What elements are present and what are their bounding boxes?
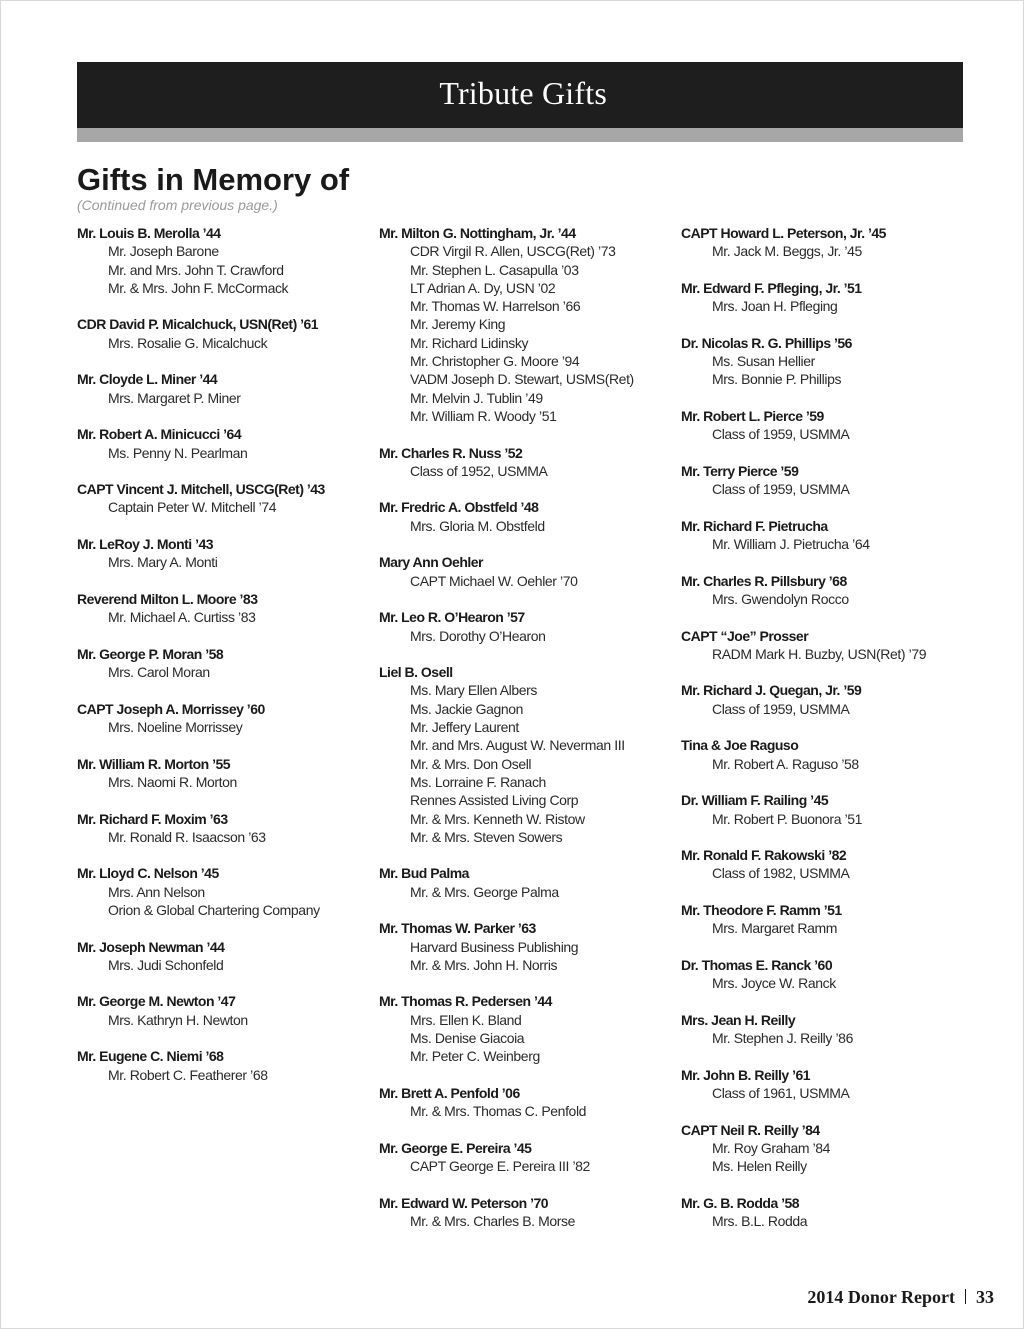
tribute-entry	[681, 681, 971, 718]
tribute-column-1	[77, 224, 367, 1102]
honoree-name: Mr. Eugene C. Niemi ’68	[77, 1048, 224, 1065]
donor-name: LT Adrian A. Dy, USN ’02	[410, 279, 556, 296]
tribute-entry	[681, 791, 971, 828]
tribute-entry	[77, 864, 367, 919]
donor-name: Mr. & Mrs. Steven Sowers	[410, 828, 563, 845]
donor-name: Mr. Michael A. Curtiss ’83	[108, 609, 256, 626]
donor-name: Class of 1982, USMMA	[712, 865, 850, 882]
donor-name: Orion & Global Chartering Company	[108, 901, 320, 918]
honoree-name: Mr. William R. Morton ’55	[77, 755, 231, 772]
honoree-name: Mr. Louis B. Merolla ’44	[77, 225, 221, 241]
tribute-entry	[379, 553, 669, 590]
tribute-entry	[379, 498, 669, 535]
honoree-name: Reverend Milton L. Moore ’83	[77, 590, 258, 607]
page-number: 33	[976, 1287, 994, 1307]
footer-report-title: 2014 Donor Report	[807, 1287, 955, 1307]
honoree-name: Mr. Robert A. Minicucci ’64	[77, 426, 242, 443]
honoree-name: Mr. Richard F. Moxim ’63	[77, 810, 228, 827]
honoree-name: Mr. Richard F. Pietrucha	[681, 517, 828, 534]
donor-name: Captain Peter W. Mitchell ’74	[108, 499, 277, 516]
honoree-name: Mr. Ronald F. Rakowski ’82	[681, 847, 847, 864]
honoree-name: Mrs. Jean H. Reilly	[681, 1011, 796, 1028]
donor-name: Mrs. Joan H. Pfleging	[712, 298, 838, 315]
donor-name: Class of 1959, USMMA	[712, 481, 850, 498]
footer-separator	[965, 1289, 966, 1304]
tribute-entry	[77, 1047, 367, 1084]
honoree-name: CDR David P. Micalchuck, USN(Ret) ’61	[77, 316, 319, 333]
tribute-entry	[681, 224, 971, 261]
honoree-name: Mr. Fredric A. Obstfeld ’48	[379, 499, 539, 516]
honoree-name: Liel B. Osell	[379, 664, 453, 681]
honoree-name: Mr. Charles R. Pillsbury ’68	[681, 572, 847, 589]
donor-name: Mrs. Carol Moran	[108, 664, 210, 681]
tribute-entry	[379, 864, 669, 901]
section-title: Gifts in Memory of	[77, 162, 350, 197]
donor-name: Mr. & Mrs. Don Osell	[410, 755, 532, 772]
page-footer	[807, 1287, 994, 1308]
honoree-name: Mr. G. B. Rodda ’58	[681, 1194, 800, 1211]
donor-name: RADM Mark H. Buzby, USN(Ret) ’79	[712, 645, 927, 662]
honoree-name: Mr. Brett A. Penfold ’06	[379, 1084, 520, 1101]
donor-name: Rennes Assisted Living Corp	[410, 792, 579, 809]
tribute-entry	[379, 1194, 669, 1231]
honoree-name: Mr. Bud Palma	[379, 865, 469, 882]
honoree-name: Mr. George E. Pereira ’45	[379, 1139, 532, 1156]
donor-name: Mr. Robert A. Raguso ’58	[712, 755, 859, 772]
tribute-entry	[77, 992, 367, 1029]
donor-name: Ms. Jackie Gagnon	[410, 700, 524, 717]
honoree-name: Mr. Terry Pierce ’59	[681, 462, 799, 479]
donor-name: Mr. William R. Woody ’51	[410, 407, 557, 424]
honoree-name: Mr. Leo R. O’Hearon ’57	[379, 609, 525, 626]
donor-name: Mrs. Margaret Ramm	[712, 920, 838, 937]
tribute-entry	[681, 846, 971, 883]
donor-name: Mrs. Dorothy O’Hearon	[410, 627, 546, 644]
donor-name: Mr. & Mrs. George Palma	[410, 883, 559, 900]
honoree-name: Tina & Joe Raguso	[681, 737, 799, 754]
donor-name: Harvard Business Publishing	[410, 938, 579, 955]
tribute-entry	[681, 956, 971, 993]
honoree-name: Mr. Cloyde L. Miner ’44	[77, 371, 218, 388]
donor-name: Ms. Helen Reilly	[712, 1158, 807, 1175]
donor-name: Ms. Penny N. Pearlman	[108, 444, 248, 461]
honoree-name: Mr. LeRoy J. Monti ’43	[77, 536, 214, 553]
donor-name: Mrs. Rosalie G. Micalchuck	[108, 334, 268, 351]
donor-name: Ms. Mary Ellen Albers	[410, 682, 537, 699]
tribute-entry	[681, 334, 971, 389]
honoree-name: Mary Ann Oehler	[379, 554, 484, 571]
honoree-name: Mr. George P. Moran ’58	[77, 645, 224, 662]
tribute-entry	[77, 938, 367, 975]
tribute-entry	[77, 425, 367, 462]
donor-name: Mrs. Mary A. Monti	[108, 554, 218, 571]
donor-name: Mrs. Gloria M. Obstfeld	[410, 517, 545, 534]
donor-name: Mr. Robert C. Featherer ’68	[108, 1066, 268, 1083]
donor-name: Class of 1959, USMMA	[712, 426, 850, 443]
donor-name: Ms. Lorraine F. Ranach	[410, 773, 546, 790]
donor-name: Ms. Denise Giacoia	[410, 1030, 525, 1047]
tribute-entry	[681, 572, 971, 609]
honoree-name: Dr. Thomas E. Ranck ’60	[681, 956, 833, 973]
donor-name: Mr. Jeremy King	[410, 316, 506, 333]
honoree-name: Mr. Joseph Newman ’44	[77, 938, 225, 955]
honoree-name: Mr. Edward F. Pfleging, Jr. ’51	[681, 279, 862, 296]
tribute-entry	[77, 590, 367, 627]
donor-name: Mr. Richard Lidinsky	[410, 334, 529, 351]
donor-name: Mr. Ronald R. Isaacson ’63	[108, 828, 266, 845]
donor-name: Mrs. Kathryn H. Newton	[108, 1011, 248, 1028]
tribute-entry	[379, 608, 669, 645]
honoree-name: CAPT “Joe” Prosser	[681, 627, 809, 644]
honoree-name: Mr. Robert L. Pierce ’59	[681, 407, 824, 424]
tribute-entry	[681, 627, 971, 664]
tribute-entry	[681, 1121, 971, 1176]
honoree-name: Mr. Edward W. Peterson ’70	[379, 1194, 549, 1211]
donor-name: Mr. William J. Pietrucha ’64	[712, 536, 870, 553]
donor-name: CAPT George E. Pereira III ’82	[410, 1158, 590, 1175]
donor-name: Mr. Robert P. Buonora ’51	[712, 810, 863, 827]
honoree-name: Mr. Thomas W. Parker ’63	[379, 920, 536, 937]
tribute-entry	[379, 1084, 669, 1121]
donor-name: CDR Virgil R. Allen, USCG(Ret) ’73	[410, 243, 616, 260]
donor-name: Mrs. Ellen K. Bland	[410, 1011, 522, 1028]
tribute-entry	[77, 480, 367, 517]
tribute-entry	[681, 1066, 971, 1103]
tribute-entry	[681, 1011, 971, 1048]
tribute-column-2	[379, 224, 669, 1249]
tribute-entry	[77, 315, 367, 352]
donor-name: Mr. Jack M. Beggs, Jr. ’45	[712, 243, 862, 260]
donor-name: Mrs. Bonnie P. Phillips	[712, 371, 842, 388]
tribute-entry	[379, 663, 669, 846]
donor-name: Mr. and Mrs. August W. Neverman III	[410, 737, 625, 754]
donor-name: Class of 1959, USMMA	[712, 700, 850, 717]
donor-name: Mrs. B.L. Rodda	[712, 1213, 808, 1230]
donor-name: Mr. Stephen J. Reilly ’86	[712, 1030, 853, 1047]
tribute-entry	[77, 810, 367, 847]
tribute-entry	[681, 901, 971, 938]
honoree-name: CAPT Howard L. Peterson, Jr. ’45	[681, 225, 886, 241]
tribute-entry	[681, 736, 971, 773]
section-subtitle: (Continued from previous page.)	[77, 197, 278, 213]
donor-name: Ms. Susan Hellier	[712, 353, 815, 370]
tribute-entry	[681, 462, 971, 499]
donor-name: Mrs. Margaret P. Miner	[108, 389, 241, 406]
donor-name: Mr. Joseph Barone	[108, 243, 219, 260]
donor-name: VADM Joseph D. Stewart, USMS(Ret)	[410, 371, 634, 388]
donor-name: Class of 1952, USMMA	[410, 462, 548, 479]
tribute-entry	[681, 1194, 971, 1231]
donor-name: Mr. and Mrs. John T. Crawford	[108, 261, 284, 278]
donor-name: Mr. Jeffery Laurent	[410, 719, 519, 736]
donor-name: Mrs. Joyce W. Ranck	[712, 975, 836, 992]
honoree-name: Mr. Lloyd C. Nelson ’45	[77, 865, 219, 882]
tribute-entry	[77, 535, 367, 572]
donor-name: Mrs. Gwendolyn Rocco	[712, 590, 849, 607]
honoree-name: Mr. Charles R. Nuss ’52	[379, 444, 523, 461]
tribute-entry	[681, 279, 971, 316]
banner-title: Tribute Gifts	[439, 75, 607, 111]
tribute-entry	[681, 517, 971, 554]
title-banner	[77, 62, 963, 128]
tribute-entry	[77, 755, 367, 792]
donor-name: Mr. & Mrs. Kenneth W. Ristow	[410, 810, 585, 827]
donor-name: Mr. Melvin J. Tublin ’49	[410, 389, 543, 406]
donor-name: Mr. Stephen L. Casapulla ’03	[410, 261, 579, 278]
donor-name: Mrs. Noeline Morrissey	[108, 719, 243, 736]
tribute-entry	[379, 1139, 669, 1176]
tribute-entry	[77, 370, 367, 407]
donor-name: Mr. Roy Graham ’84	[712, 1139, 831, 1156]
banner-underline-strip	[77, 128, 963, 142]
tribute-entry	[77, 645, 367, 682]
tribute-column-3	[681, 224, 971, 1249]
donor-name: CAPT Michael W. Oehler ’70	[410, 572, 578, 589]
donor-name: Mr. & Mrs. Thomas C. Penfold	[410, 1103, 587, 1120]
honoree-name: CAPT Neil R. Reilly ’84	[681, 1121, 820, 1138]
donor-name: Mr. Thomas W. Harrelson ’66	[410, 298, 581, 315]
donor-name: Mr. & Mrs. John F. McCormack	[108, 279, 289, 296]
tribute-entry	[379, 444, 669, 481]
donor-name: Mr. Christopher G. Moore ’94	[410, 353, 580, 370]
honoree-name: Mr. John B. Reilly ’61	[681, 1066, 811, 1083]
honoree-name: Dr. Nicolas R. G. Phillips ’56	[681, 334, 852, 351]
tribute-entry	[681, 407, 971, 444]
honoree-name: Mr. George M. Newton ’47	[77, 993, 236, 1010]
donor-name: Mrs. Ann Nelson	[108, 883, 205, 900]
donor-name: Class of 1961, USMMA	[712, 1084, 850, 1101]
donor-name: Mr. & Mrs. John H. Norris	[410, 956, 558, 973]
honoree-name: Mr. Thomas R. Pedersen ’44	[379, 993, 552, 1010]
tribute-entry	[379, 992, 669, 1065]
tribute-entry	[379, 919, 669, 974]
donor-name: Mr. Peter C. Weinberg	[410, 1048, 540, 1065]
honoree-name: Mr. Richard J. Quegan, Jr. ’59	[681, 682, 862, 699]
honoree-name: Mr. Milton G. Nottingham, Jr. ’44	[379, 225, 576, 241]
tribute-entry	[77, 224, 367, 297]
donor-name: Mrs. Judi Schonfeld	[108, 956, 224, 973]
donor-name: Mrs. Naomi R. Morton	[108, 773, 237, 790]
honoree-name: CAPT Vincent J. Mitchell, USCG(Ret) ’43	[77, 481, 325, 498]
honoree-name: Dr. William F. Railing ’45	[681, 792, 829, 809]
donor-name: Mr. & Mrs. Charles B. Morse	[410, 1213, 576, 1230]
honoree-name: Mr. Theodore F. Ramm ’51	[681, 901, 842, 918]
honoree-name: CAPT Joseph A. Morrissey ’60	[77, 700, 265, 717]
tribute-entry	[379, 224, 669, 425]
tribute-entry	[77, 700, 367, 737]
